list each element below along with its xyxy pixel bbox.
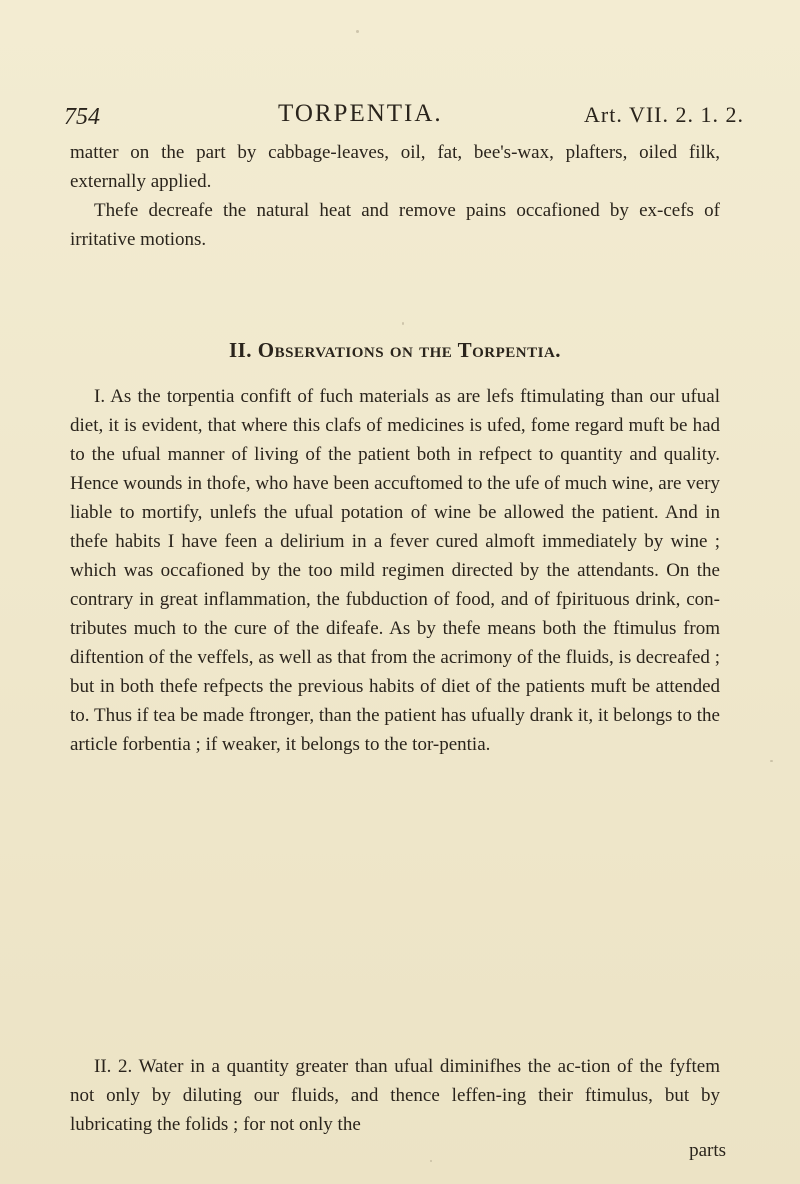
paper-speck xyxy=(770,760,773,762)
section-heading: II. Observations on the Torpentia. xyxy=(228,338,562,362)
paper-speck xyxy=(402,322,404,325)
paragraph-observation-1: I. As the torpentia confift of fuch materials as are lefs ftimulating than our ufual diet, it is evident, that where this clafs of medicines is ufed, fome regard muft be had to the ufual manner of living of the patient both in refpect to quantity and quality. Hence wounds in thofe, who have been accuftomed to the ufe of much wine, are very liable to mortify, unlefs the ufual potation of wine be allowed the patient. And in thefe habits I have feen a delirium in a fever cured almoft immediately by wine ; which was occafioned by the too mild regimen directed by the attendants. On the contrary in great inflammation, the fubduction of food, and of fpirituous drink, con-tributes much to the cure of the difeafe. As by thefe means both the ftimulus from diftention of the veffels, as well as that from the acrimony of the fluids, is decreafed ; but in both thefe refpects the previous habits of diet of the patients muft be attended to. Thus if tea be made ftronger, than the patient has ufually drank it, it belongs to the article forbentia ; if weaker, it belongs to the tor-pentia. xyxy=(70,386,720,755)
paragraph-observation-2: II. 2. Water in a quantity greater than ufual diminifhes the ac-tion of the fyftem not only by diluting our fluids, and thence leffen-ing their ftimulus, but by lubricating the folids ; for not only the xyxy=(70,1056,720,1135)
section-reference: Art. VII. 2. 1. 2. xyxy=(584,102,744,127)
page-header xyxy=(64,100,744,136)
paper-speck xyxy=(356,30,359,33)
catchword: parts xyxy=(689,1140,726,1161)
paragraph-thefe-decreafe: Thefe decreafe the natural heat and remove pains occafioned by ex-cefs of irritative motions. xyxy=(70,200,720,250)
running-title: TORPENTIA. xyxy=(278,100,443,127)
paper-speck xyxy=(430,1160,432,1162)
page-number: 754 xyxy=(64,104,100,130)
paragraph-matter: matter on the part by cabbage-leaves, oil, fat, bee's-wax, plafters, oiled filk, externally applied. xyxy=(70,142,720,192)
